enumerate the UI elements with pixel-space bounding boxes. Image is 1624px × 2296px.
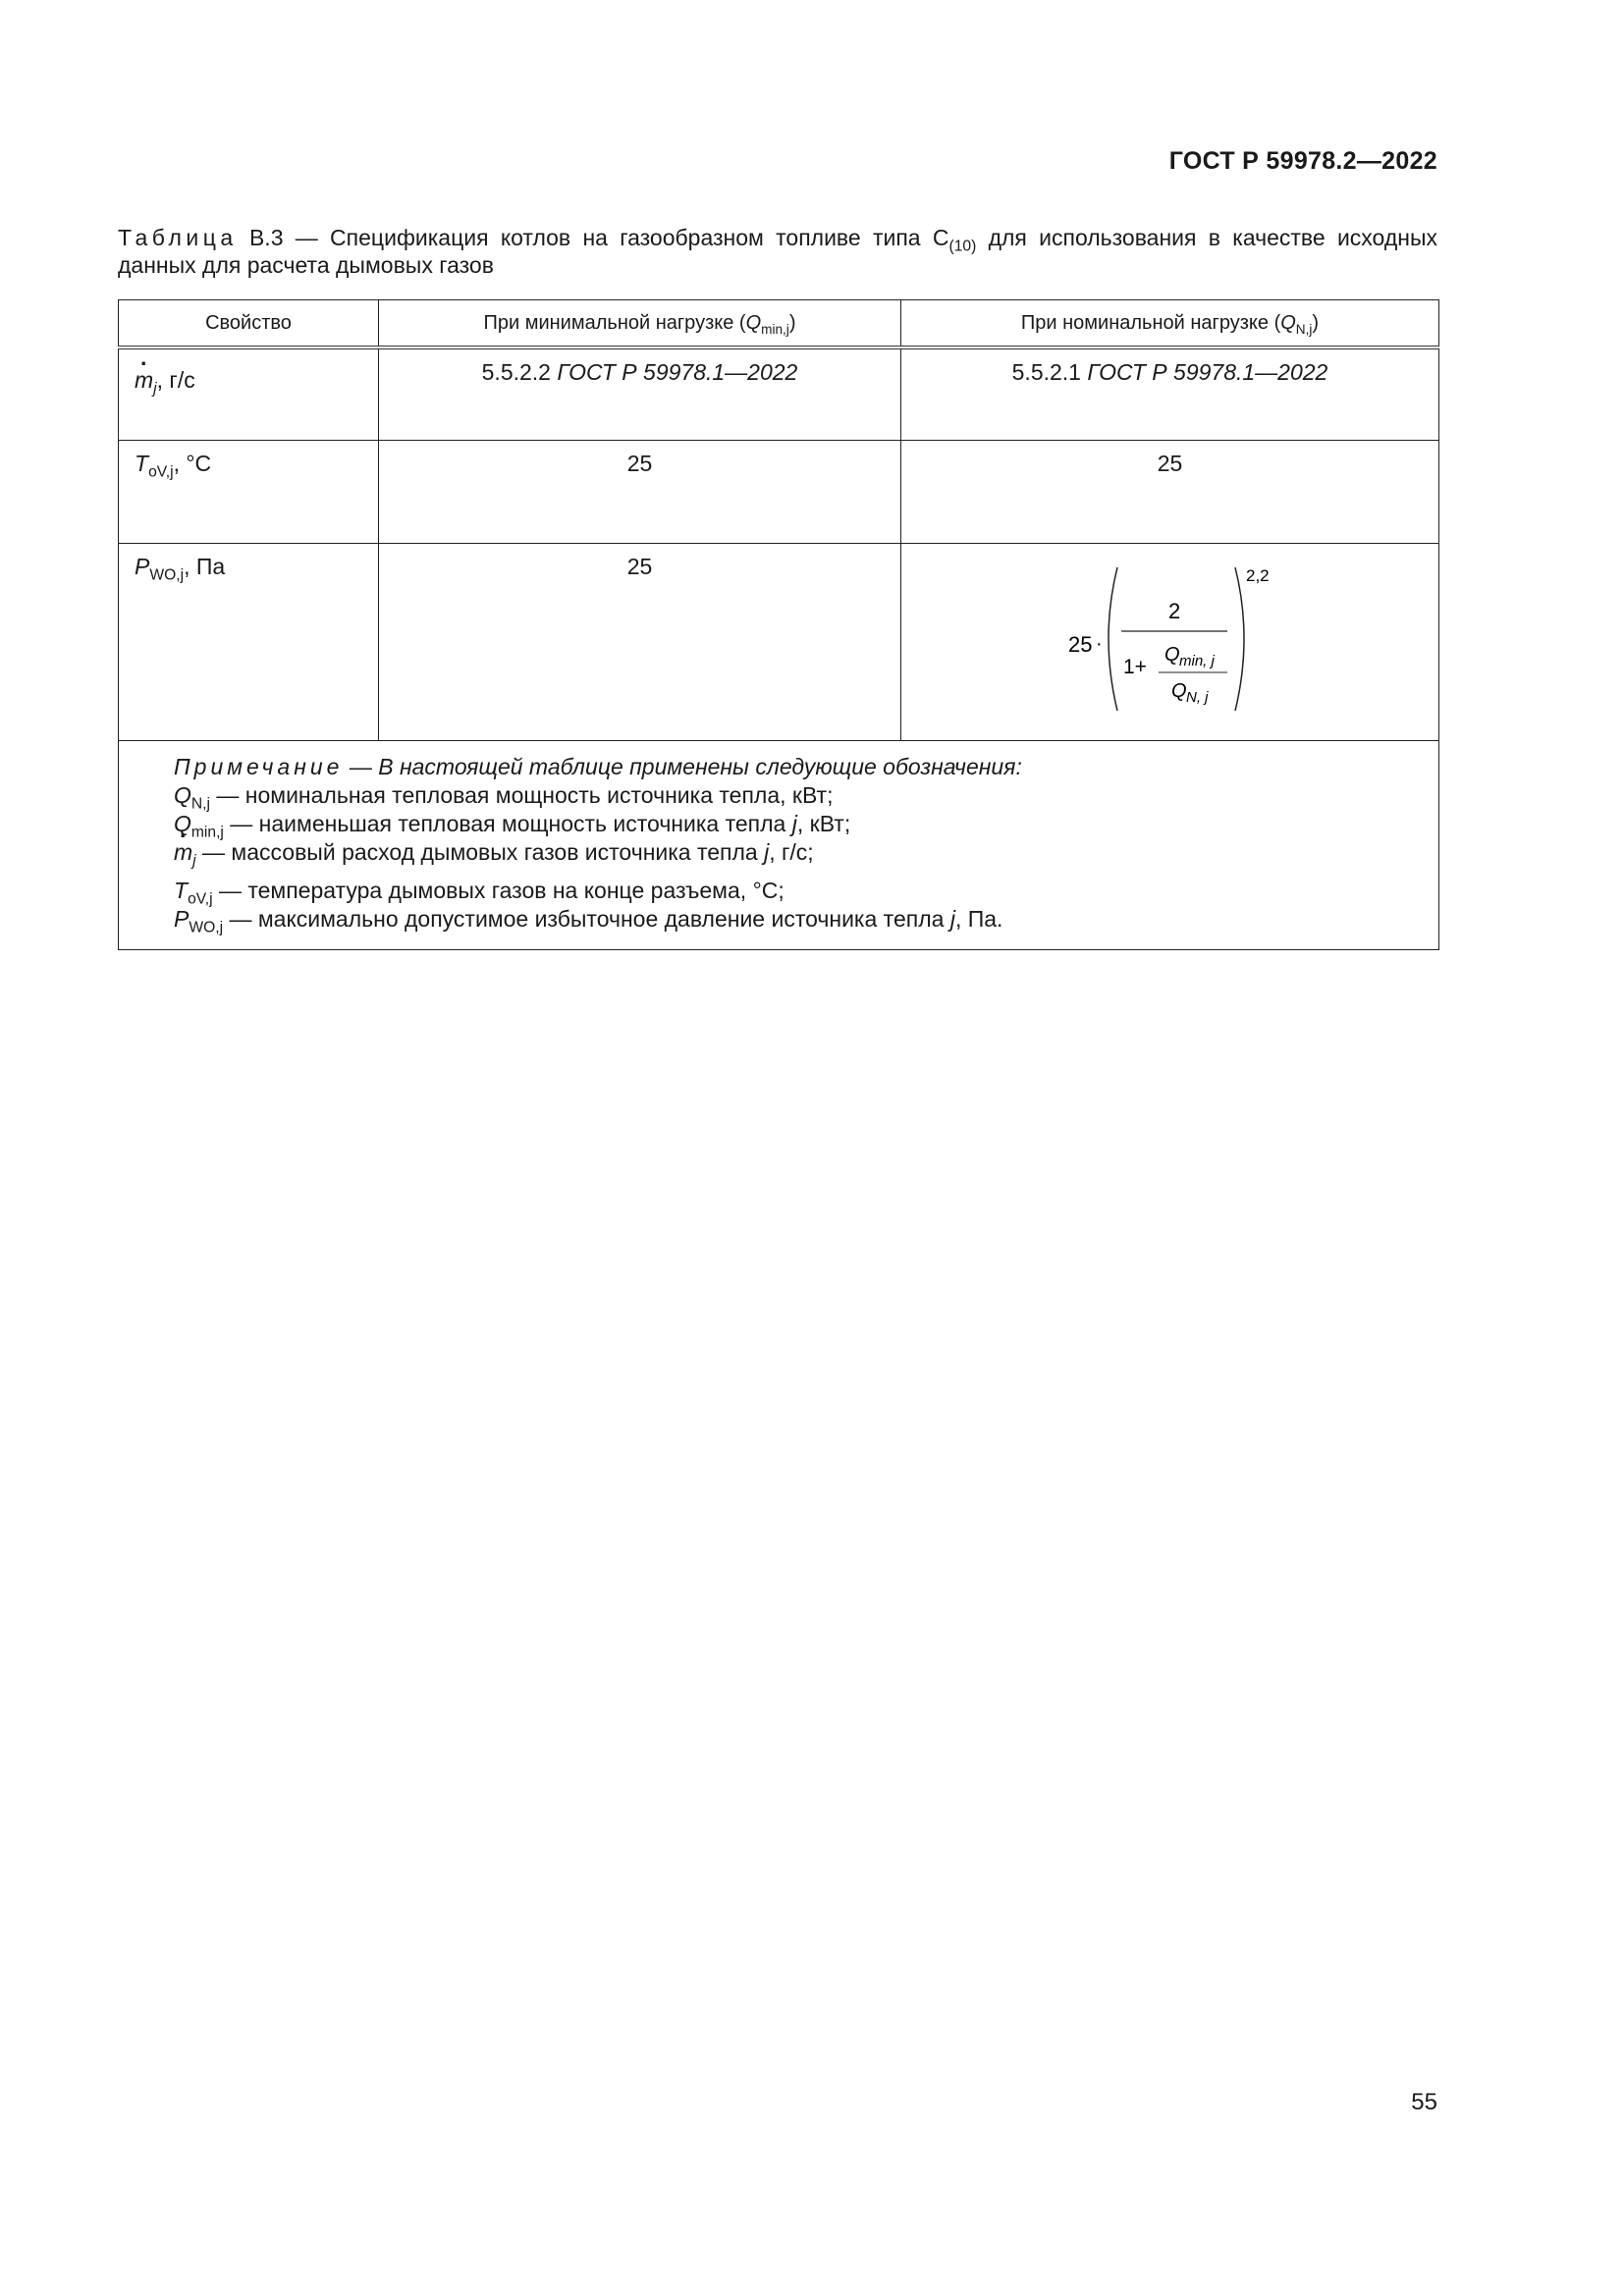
- temperature-sub: oV,j: [148, 463, 174, 481]
- note-temperature-sub: oV,j: [188, 890, 213, 908]
- mass-flow-min: [379, 347, 901, 441]
- caption-sub: (10): [948, 238, 977, 255]
- mass-flow-nom-ref-num: 5.5.2.1: [1011, 359, 1088, 385]
- note-mass-flow-text: — массовый расход дымовых газов источника тепла: [195, 839, 765, 865]
- pressure-sub: WO,j: [149, 566, 185, 584]
- table-row-mass-flow: [119, 347, 1439, 441]
- note-title-line: [174, 753, 1438, 781]
- property-mass-flow: [119, 347, 379, 441]
- table-row-temperature: [119, 441, 1439, 544]
- formula-q-min-symbol: Q: [1164, 644, 1180, 666]
- header-nom-suffix: ): [1312, 311, 1320, 334]
- note-pressure-var: j: [949, 906, 955, 932]
- note-pressure-text: — максимально допустимое избыточное давление источника тепла: [223, 906, 950, 932]
- note-item-q-nom: [174, 781, 1438, 813]
- note-mass-flow-sub: j: [192, 852, 196, 870]
- header-nom-prefix: При номинальной нагрузке (: [1020, 311, 1281, 334]
- pressure-symbol: P: [135, 554, 150, 579]
- pressure-min: 25: [379, 544, 901, 741]
- header-min-prefix: При минимальной нагрузке (: [483, 311, 746, 334]
- note-q-min-tail: , кВт;: [796, 811, 851, 836]
- formula-coef: 25: [1068, 632, 1093, 657]
- note-pressure-tail: , Па.: [954, 906, 1003, 932]
- note-q-min-text: — наименьшая тепловая мощность источника тепла: [223, 811, 792, 836]
- header-min-symbol: Q: [745, 311, 762, 334]
- header-nominal-load: [901, 300, 1439, 348]
- mass-flow-sub: j: [153, 380, 157, 398]
- note-temperature-symbol: T: [174, 878, 189, 903]
- mass-flow-nom: [901, 347, 1439, 441]
- header-min-load: [379, 300, 901, 348]
- document-code: ГОСТ Р 59978.2—2022: [1168, 147, 1437, 175]
- mass-flow-min-ref-doc: ГОСТ Р 59978.1—2022: [557, 359, 798, 385]
- formula-q-min-sub: min, j: [1179, 653, 1215, 669]
- formula-q-nom-symbol: Q: [1171, 680, 1187, 702]
- pressure-formula: [1039, 561, 1294, 719]
- formula-one-plus: 1+: [1123, 656, 1147, 678]
- pressure-unit: , Па: [184, 554, 226, 579]
- property-pressure: [119, 544, 379, 741]
- header-min-sub: min,j: [761, 321, 789, 337]
- note-mass-flow-symbol: · m: [174, 838, 192, 867]
- table-note: [119, 741, 1439, 950]
- note-mass-flow-var: j: [764, 839, 770, 865]
- mass-flow-min-ref-num: 5.5.2.2: [481, 359, 558, 385]
- caption-prefix: Таблица: [118, 225, 238, 250]
- caption-text: В.3 — Спецификация котлов на газообразном топливе типа C: [237, 225, 949, 250]
- formula-dot: ·: [1096, 633, 1103, 655]
- note-q-nom-sub: N,j: [190, 795, 210, 813]
- page-number: 55: [1411, 2089, 1437, 2115]
- header-property: Свойство: [119, 300, 379, 348]
- temperature-nom: 25: [901, 441, 1439, 544]
- header-min-suffix: ): [788, 311, 796, 334]
- temperature-min: 25: [379, 441, 901, 544]
- note-pressure-sub: WO,j: [189, 919, 224, 936]
- temperature-unit: , °C: [173, 451, 212, 476]
- formula-exponent: 2,2: [1246, 566, 1270, 585]
- note-item-pressure: [174, 905, 1438, 934]
- note-mass-flow-tail: , г/с;: [769, 839, 814, 865]
- note-q-nom-text: — номинальная тепловая мощность источника тепла, кВт;: [210, 782, 834, 808]
- formula-numerator: 2: [1168, 599, 1181, 623]
- note-item-temperature: [174, 877, 1438, 908]
- mass-flow-nom-ref-doc: ГОСТ Р 59978.1—2022: [1087, 359, 1328, 385]
- table-row-pressure: [119, 544, 1439, 741]
- note-title: [174, 754, 1022, 779]
- note-pressure-symbol: P: [174, 906, 189, 932]
- header-nom-sub: N,j: [1295, 321, 1313, 337]
- note-q-min-sub: min,j: [190, 824, 224, 841]
- header-nom-symbol: Q: [1280, 311, 1296, 334]
- table-header-row: [119, 300, 1439, 348]
- note-item-mass-flow: [174, 838, 1438, 870]
- spec-table: [118, 299, 1439, 950]
- note-title-rest: — В настоящей таблице применены следующие обозначения:: [343, 754, 1022, 779]
- temperature-symbol: T: [135, 451, 149, 476]
- property-temperature: [119, 441, 379, 544]
- table-caption: [118, 224, 1437, 279]
- formula-q-nom-sub: N, j: [1186, 689, 1209, 706]
- note-q-min-symbol: Q: [174, 811, 191, 836]
- note-item-q-min: [174, 810, 1438, 841]
- mass-flow-unit: , г/с: [156, 367, 195, 393]
- formula-left-paren: [1109, 567, 1117, 711]
- spec-table-container: [118, 299, 1438, 950]
- note-q-nom-symbol: Q: [174, 782, 191, 808]
- note-title-word: Примечание: [174, 754, 344, 779]
- note-q-min-var: j: [791, 811, 797, 836]
- caption-text-end: для использования в качестве исходных данных для расчета дымовых газов: [118, 225, 1437, 278]
- table-note-row: [119, 741, 1439, 950]
- note-spacer: [174, 867, 1438, 877]
- mass-flow-symbol: · m: [135, 367, 153, 394]
- note-temperature-text: — температура дымовых газов на конце разъема, °C;: [212, 878, 785, 903]
- pressure-nom: [901, 544, 1439, 741]
- formula-right-paren: [1235, 567, 1244, 711]
